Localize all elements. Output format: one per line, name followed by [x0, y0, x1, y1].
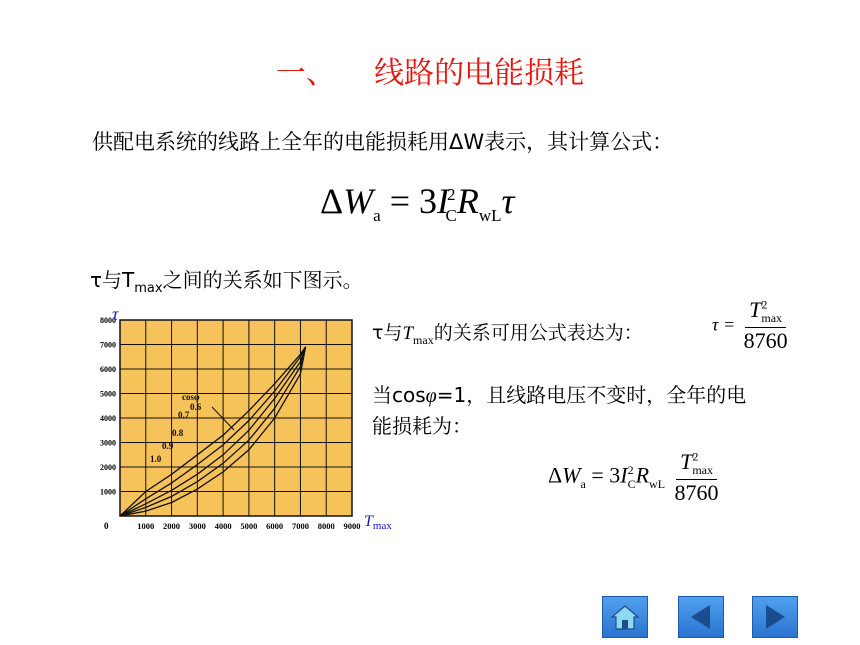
curve-annotation: 0.8	[172, 428, 184, 438]
formula-energy-loss-tau: $\Delta W_a = 3I^2_CR_{wL}\tau$	[320, 181, 515, 226]
y-tick-label: 2000	[100, 463, 116, 472]
formula-tau: τ = $\frac{T^2_{max}}{8760}$	[712, 297, 788, 353]
y-tick-label: 3000	[100, 438, 116, 448]
formula-energy-loss-tmax: $\Delta W_a = 3I^2_CR_{wL}$ $\frac{T^2_{max}}{8760}$	[548, 449, 719, 505]
relation-description: τ与$T_{max}$的关系可用公式表达为：	[372, 322, 643, 347]
curve-annotation: 0.6	[190, 402, 202, 412]
arrow-left-icon	[686, 602, 716, 632]
x-tick-label: 9000	[343, 521, 361, 531]
curve-annotation: 1.0	[150, 454, 162, 464]
next-button[interactable]	[752, 596, 798, 638]
x-tick-label: 3000	[188, 521, 206, 531]
relation-caption: τ与$T_{max}$之间的关系如下图示。	[90, 268, 363, 296]
x-tick-label: 1000	[137, 521, 155, 531]
x-tick-label: 7000	[291, 521, 309, 531]
arrow-right-icon	[760, 602, 790, 632]
curve-annotation: 0.7	[178, 410, 190, 420]
y-tick-label: 8000	[100, 316, 116, 325]
curve-annotation: 0.9	[162, 441, 174, 451]
x-tick-label: 6000	[266, 521, 284, 531]
condition-description: 当cosφ=1，且线路电压不变时，全年的电能损耗为：	[372, 383, 747, 438]
home-icon	[610, 603, 640, 631]
y-tick-label: 7000	[100, 340, 116, 350]
y-tick-label: 1000	[100, 487, 116, 497]
x-tick-label: 5000	[240, 521, 258, 531]
intro-text: 供配电系统的线路上全年的电能损耗用ΔW表示，其计算公式：	[92, 130, 674, 154]
origin-label: 0	[104, 521, 109, 531]
x-axis-label: Tmax	[364, 513, 392, 532]
tau-tmax-chart	[84, 306, 414, 536]
home-button[interactable]	[602, 596, 648, 638]
curve-annotation: cosφ	[182, 392, 200, 402]
y-tick-label: 5000	[100, 389, 116, 399]
y-tick-label: 4000	[100, 414, 116, 423]
x-tick-label: 4000	[214, 521, 232, 531]
x-tick-label: 8000	[317, 521, 335, 531]
x-tick-label: 2000	[163, 521, 181, 531]
chart-svg	[84, 306, 414, 536]
previous-button[interactable]	[678, 596, 724, 638]
y-axis-label: τ	[112, 306, 119, 324]
y-tick-label: 6000	[100, 365, 116, 374]
page-title: 一、 线路的电能损耗	[275, 56, 585, 91]
